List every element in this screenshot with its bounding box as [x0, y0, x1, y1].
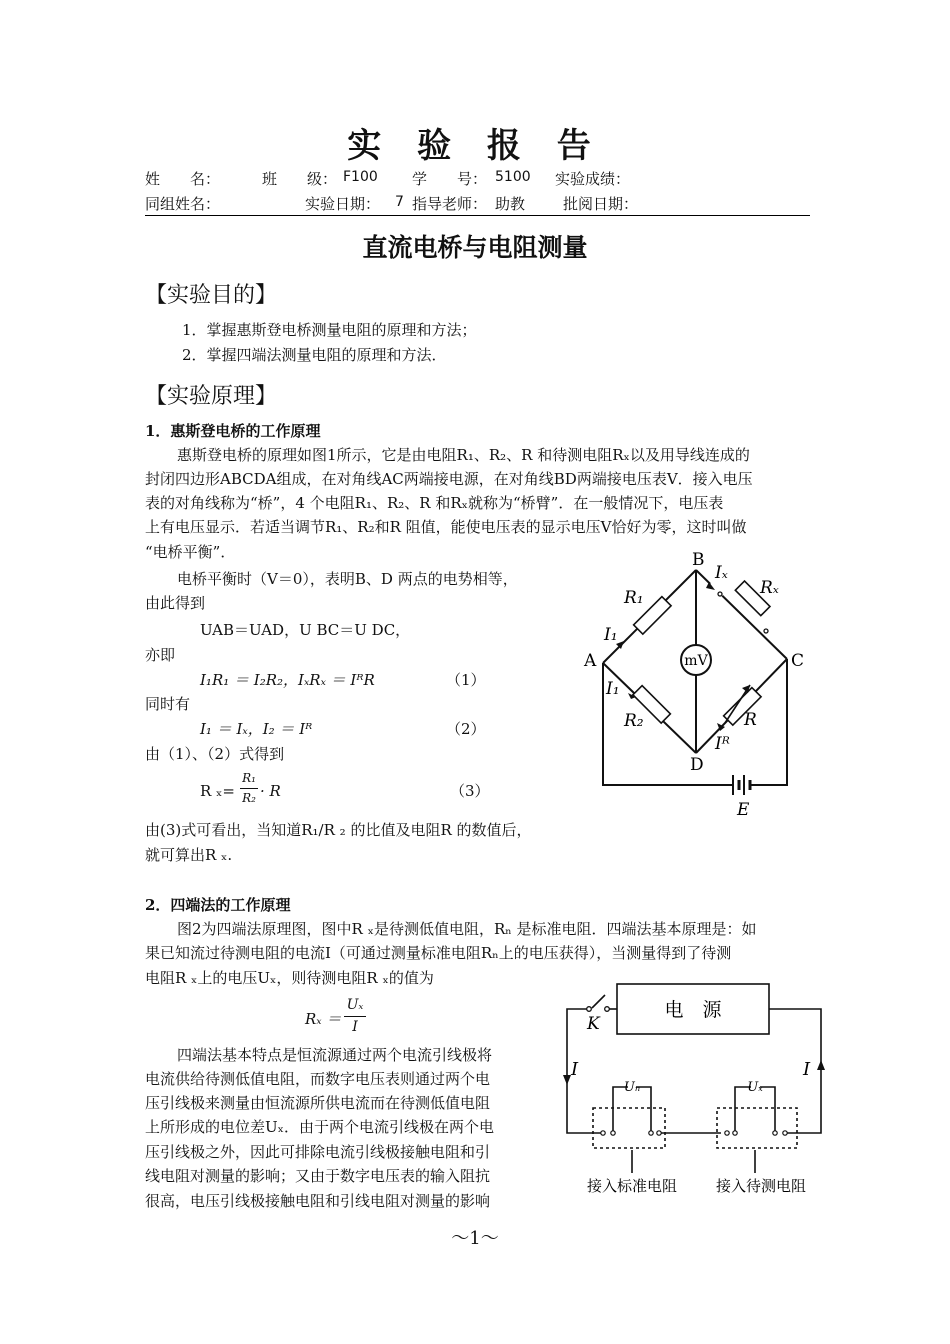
equation-2-number: （2）	[446, 720, 486, 738]
s1-line-3: 表的对角线称为“桥”，4 个电阻R₁、R₂、R 和Rₓ就称为“桥臂”．在一般情况下，电压表	[145, 494, 724, 512]
grade-label: 实验成绩：	[555, 170, 631, 188]
section2-title: 2．四端法的工作原理	[145, 896, 291, 914]
current-I-right-label: I	[803, 1059, 811, 1080]
equation-4-fraction-bar	[344, 1016, 366, 1017]
purpose-item-2: 2．掌握四端法测量电阻的原理和方法．	[182, 346, 447, 364]
equation-4-left: Rₓ ＝	[305, 1010, 342, 1028]
group-label: 同组姓名：	[145, 195, 221, 213]
review-label: 批阅日期：	[563, 195, 639, 213]
R2-label: R₂	[624, 711, 644, 731]
I1-bottom-label: I₁	[606, 679, 620, 699]
equation-3-numerator: R₁	[242, 771, 256, 785]
node-C-label: C	[791, 651, 805, 671]
arrow-current-left	[563, 1075, 571, 1085]
s1-line-1: 惠斯登电桥的原理如图1所示，它是由电阻R₁、R₂、R 和待测电阻Rₓ以及用导线连成的	[177, 446, 750, 464]
class-label: 班 级：	[262, 170, 338, 188]
s2-para-line-3: 压引线极来测量由恒流源所供电流而在待测低值电阻	[145, 1094, 491, 1112]
terminal-std-1	[601, 1131, 605, 1135]
terminal-test-3	[773, 1131, 777, 1135]
standard-resistor-box	[593, 1108, 665, 1148]
equation-1-number: （1）	[446, 671, 486, 689]
purpose-item-1: 1．掌握惠斯登电桥测量电阻的原理和方法；	[182, 321, 477, 339]
meter-label: mV	[684, 653, 708, 669]
purpose-heading: 【实验目的】	[145, 283, 278, 308]
current-I-left-label: I	[571, 1059, 579, 1080]
R1-label: R₁	[624, 588, 644, 608]
node-B-label: B	[692, 550, 705, 570]
conclusion-line-1: 由(3)式可看出，当知道R₁/R ₂ 的比值及电阻R 的数值后，	[145, 821, 532, 839]
terminal-test-2	[733, 1131, 737, 1135]
principle-heading: 【实验原理】	[145, 384, 278, 409]
emf-E-label: E	[737, 800, 750, 820]
wire-right-loop	[769, 1009, 821, 1133]
equation-1: I₁R₁ ＝ I₂R₂，IₓRₓ ＝ IᴿR	[200, 671, 375, 689]
name-label: 姓 名：	[145, 170, 221, 188]
id-label: 学 号：	[412, 170, 488, 188]
equation-2: I₁ ＝ Iₓ，I₂ ＝ Iᴿ	[200, 720, 313, 738]
s2-para-line-5: 压引线极之外，因此可排除电流引线极接触电阻和引	[145, 1143, 491, 1161]
arrow-current-right	[817, 1060, 825, 1070]
date-value: 7	[395, 194, 404, 210]
equation-3-left: R ₓ=	[200, 782, 235, 800]
terminal-test-4	[783, 1131, 787, 1135]
s1-line-4: 上有电压显示．若适当调节R₁、R₂和R 阻值，能使电压表的显示电压V恰好为零，这时叫做	[145, 518, 747, 536]
switch-K-blade	[592, 995, 605, 1008]
page-number: ～1～	[451, 1228, 499, 1249]
from-eq-text: 由（1）、（2）式得到	[145, 745, 285, 763]
s2-para-line-7: 很高，电压引线极接触电阻和引线电阻对测量的影响	[145, 1192, 491, 1210]
figure-1-bridge-diagram	[580, 545, 820, 820]
s1-line-2: 封闭四边形ABCDA组成，在对角线AC两端接电源，在对角线BD两端接电压表V．接入电压	[145, 470, 753, 488]
power-source-label: 电 源	[664, 999, 722, 1021]
equation-4-denominator: I	[352, 1019, 358, 1035]
s2-line-3: 电阻R ₓ上的电压Uₓ，则待测电阻R ₓ的值为	[145, 969, 434, 987]
date-label: 实验日期：	[305, 195, 381, 213]
label-test-resistor: 接入待测电阻	[715, 1177, 807, 1195]
voltage-Un-label: Uₙ	[623, 1080, 641, 1095]
s1-line-5: “电桥平衡”．	[145, 543, 236, 561]
label-standard-resistor: 接入标准电阻	[586, 1177, 678, 1195]
Ix-label: Iₓ	[715, 563, 728, 583]
I1-top-label: I₁	[604, 625, 618, 645]
equation-3-fraction-bar	[240, 788, 258, 789]
meanwhile-text: 同时有	[145, 695, 191, 713]
balance-line-1: 电桥平衡时（V＝0），表明B、D 两点的电势相等，	[177, 570, 518, 588]
class-value: F100	[343, 169, 378, 185]
section1-title: 1．惠斯登电桥的工作原理	[145, 422, 321, 440]
terminal-std-4	[657, 1131, 661, 1135]
switch-contact-2	[605, 1007, 610, 1012]
switch-contact-1	[587, 1007, 592, 1012]
equation-3-number: （3）	[450, 782, 490, 800]
figure-2-four-terminal-diagram	[555, 975, 835, 1200]
switch-K-label: K	[587, 1014, 600, 1034]
teacher-value: 助教	[495, 195, 526, 213]
terminal-std-3	[649, 1131, 653, 1135]
also-text: 亦即	[145, 646, 176, 664]
equation-a: UAB＝UAD，U BC＝U DC，	[200, 621, 411, 639]
equation-3-denominator: R₂	[242, 791, 256, 805]
equation-3-right: · R	[260, 782, 281, 800]
conclusion-line-2: 就可算出R ₓ.	[145, 846, 233, 864]
report-title: 实 验 报 告	[347, 126, 603, 166]
s2-para-line-6: 线电阻对测量的影响；又由于数字电压表的输入阻抗	[145, 1167, 491, 1185]
test-resistor-box	[717, 1108, 797, 1148]
Rx-label: Rₓ	[760, 578, 779, 598]
id-value: 5100	[495, 169, 531, 185]
s2-para-line-1: 四端法基本特点是恒流源通过两个电流引线极将	[177, 1046, 493, 1064]
node-D-label: D	[690, 755, 704, 775]
s2-line-1: 图2为四端法原理图，图中R ₓ是待测低值电阻，Rₙ 是标准电阻．四端法基本原理是：如	[177, 920, 757, 938]
s2-line-2: 果已知流过待测电阻的电流I（可通过测量标准电阻Rₙ上的电压获得），当测量得到了待测	[145, 944, 732, 962]
IR-label: Iᴿ	[715, 734, 730, 754]
balance-line-2: 由此得到	[145, 594, 206, 612]
s2-para-line-2: 电流供给待测低值电阻，而数字电压表则通过两个电	[145, 1070, 491, 1088]
node-A-label: A	[584, 651, 597, 671]
document-title: 直流电桥与电阻测量	[362, 233, 588, 262]
terminal-std-2	[611, 1131, 615, 1135]
terminal-test-1	[725, 1131, 729, 1135]
s2-para-line-4: 上所形成的电位差Uₓ．由于两个电流引线极在两个电	[145, 1118, 495, 1136]
voltage-Ux-label: Uₓ	[747, 1080, 763, 1095]
teacher-label: 指导老师：	[412, 195, 488, 213]
header-divider	[145, 215, 810, 216]
equation-4-numerator: Uₓ	[346, 997, 364, 1013]
R-label: R	[744, 710, 757, 730]
